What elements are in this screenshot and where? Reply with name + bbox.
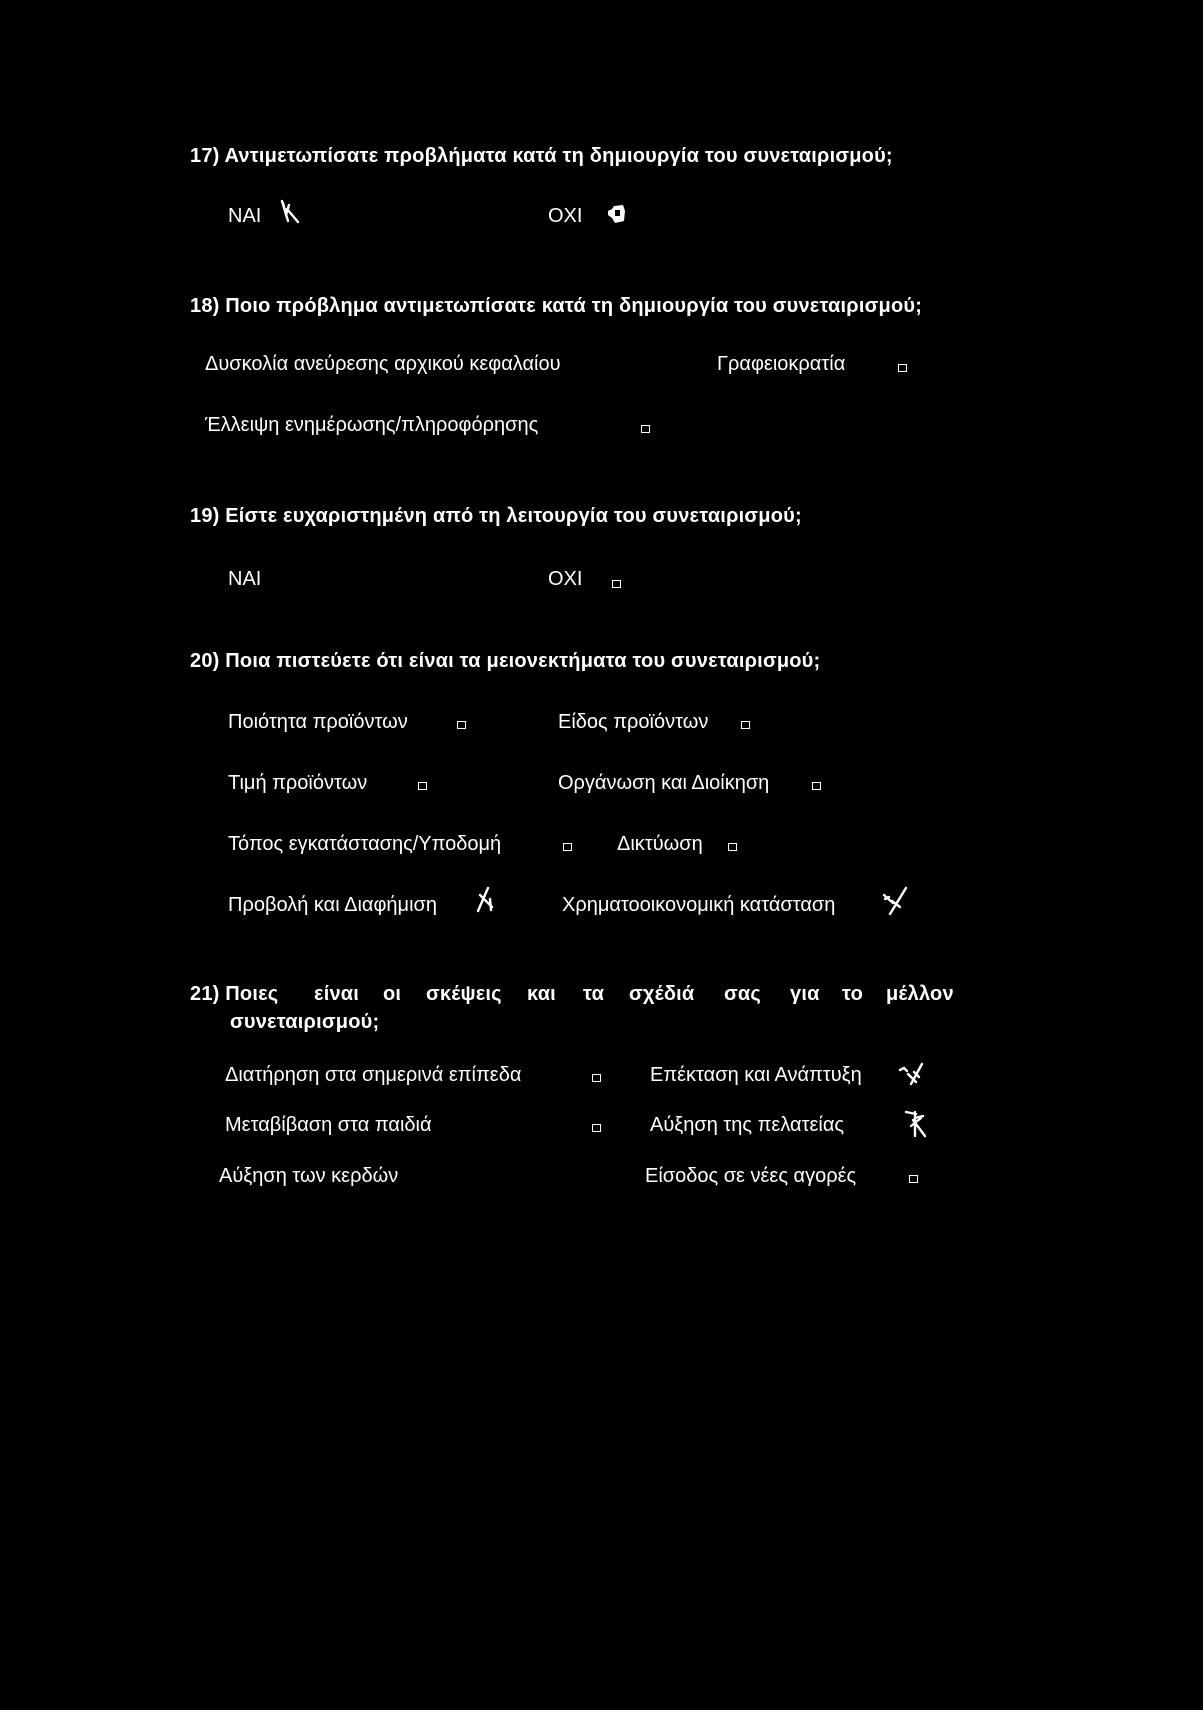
q20-option-product-quality: Ποιότητα προϊόντων (228, 711, 408, 733)
handwritten-check-mark-icon[interactable] (880, 885, 910, 917)
q21-title-word: μέλλον (886, 983, 954, 1005)
q20-checkbox-product-price[interactable] (418, 782, 427, 790)
q21-title-word: και (527, 983, 556, 1005)
question-21-title (190, 983, 970, 1003)
handwritten-check-mark-icon[interactable] (903, 1108, 933, 1140)
q19-option-yes-label: ΝΑΙ (228, 568, 262, 590)
q17-option-no-label: ΟΧΙ (548, 205, 583, 227)
q20-option-promotion: Προβολή και Διαφήμιση (228, 894, 437, 916)
q21-option-customer-growth: Αύξηση της πελατείας (650, 1114, 845, 1136)
q20-checkbox-organization[interactable] (812, 782, 821, 790)
q20-option-organization: Οργάνωση και Διοίκηση (558, 772, 770, 794)
q19-checkbox-no[interactable] (612, 580, 621, 588)
q19-option-no-label: ΟΧΙ (548, 568, 583, 590)
q17-option-yes-label: ΝΑΙ (228, 205, 262, 227)
q20-checkbox-product-quality[interactable] (457, 721, 466, 729)
question-19-title: 19) Είστε ευχαριστημένη από τη λειτουργία του συνεταιρισμού; (190, 505, 802, 527)
q21-title-word: είναι (314, 983, 360, 1005)
q20-option-networking: Δικτύωση (617, 833, 703, 855)
q21-title-word: το (842, 983, 863, 1005)
handwritten-check-mark-icon[interactable] (279, 197, 301, 225)
question-20-title: 20) Ποια πιστεύετε ότι είναι τα μειονεκτήματα του συνεταιρισμού; (190, 650, 821, 672)
q21-option-profit-growth: Αύξηση των κερδών (219, 1165, 399, 1187)
q18-option-information: Έλλειψη ενημέρωσης/πληροφόρησης (205, 414, 539, 436)
q18-option-bureaucracy: Γραφειοκρατία (717, 353, 846, 375)
q21-option-transfer-children: Μεταβίβαση στα παιδιά (225, 1114, 432, 1136)
q21-checkbox-transfer-children[interactable] (592, 1124, 601, 1132)
q20-checkbox-networking[interactable] (728, 843, 737, 851)
q21-title-word: σας (724, 983, 761, 1005)
q18-option-capital: Δυσκολία ανεύρεσης αρχικού κεφαλαίου (205, 353, 561, 375)
q21-title-word: τα (583, 983, 605, 1005)
q18-checkbox-bureaucracy[interactable] (898, 364, 907, 372)
q21-option-maintain: Διατήρηση στα σημερινά επίπεδα (225, 1064, 522, 1086)
handwritten-check-mark-icon[interactable] (474, 885, 496, 915)
q21-checkbox-maintain[interactable] (592, 1074, 601, 1082)
q21-title-word: 21) Ποιες (190, 983, 279, 1005)
q20-checkbox-location[interactable] (563, 843, 572, 851)
q21-title-word: οι (383, 983, 402, 1005)
question-17-title: 17) Αντιμετωπίσατε προβλήματα κατά τη δημιουργία του συνεταιρισμού; (190, 145, 893, 167)
question-21-title-line2: συνεταιρισμού; (230, 1011, 380, 1033)
q21-title-word: σχέδιά (629, 983, 695, 1005)
q20-option-product-price: Τιμή προϊόντων (228, 772, 368, 794)
q20-option-financial: Χρηματοοικονομική κατάσταση (562, 894, 836, 916)
q20-option-product-type: Είδος προϊόντων (558, 711, 709, 733)
filled-checkbox-blot-icon[interactable] (606, 203, 628, 225)
q21-title-word: για (790, 983, 820, 1005)
q20-option-location: Τόπος εγκατάστασης/Υποδομή (228, 833, 502, 855)
q21-title-word: σκέψεις (426, 983, 502, 1005)
q18-checkbox-information[interactable] (641, 425, 650, 433)
question-18-title: 18) Ποιο πρόβλημα αντιμετωπίσατε κατά τη δημιουργία του συνεταιρισμού; (190, 295, 923, 317)
handwritten-check-mark-icon[interactable] (898, 1062, 928, 1086)
q21-option-expansion: Επέκταση και Ανάπτυξη (650, 1064, 862, 1086)
q21-option-new-markets: Είσοδος σε νέες αγορές (645, 1165, 857, 1187)
q20-checkbox-product-type[interactable] (741, 721, 750, 729)
q21-checkbox-new-markets[interactable] (909, 1175, 918, 1183)
